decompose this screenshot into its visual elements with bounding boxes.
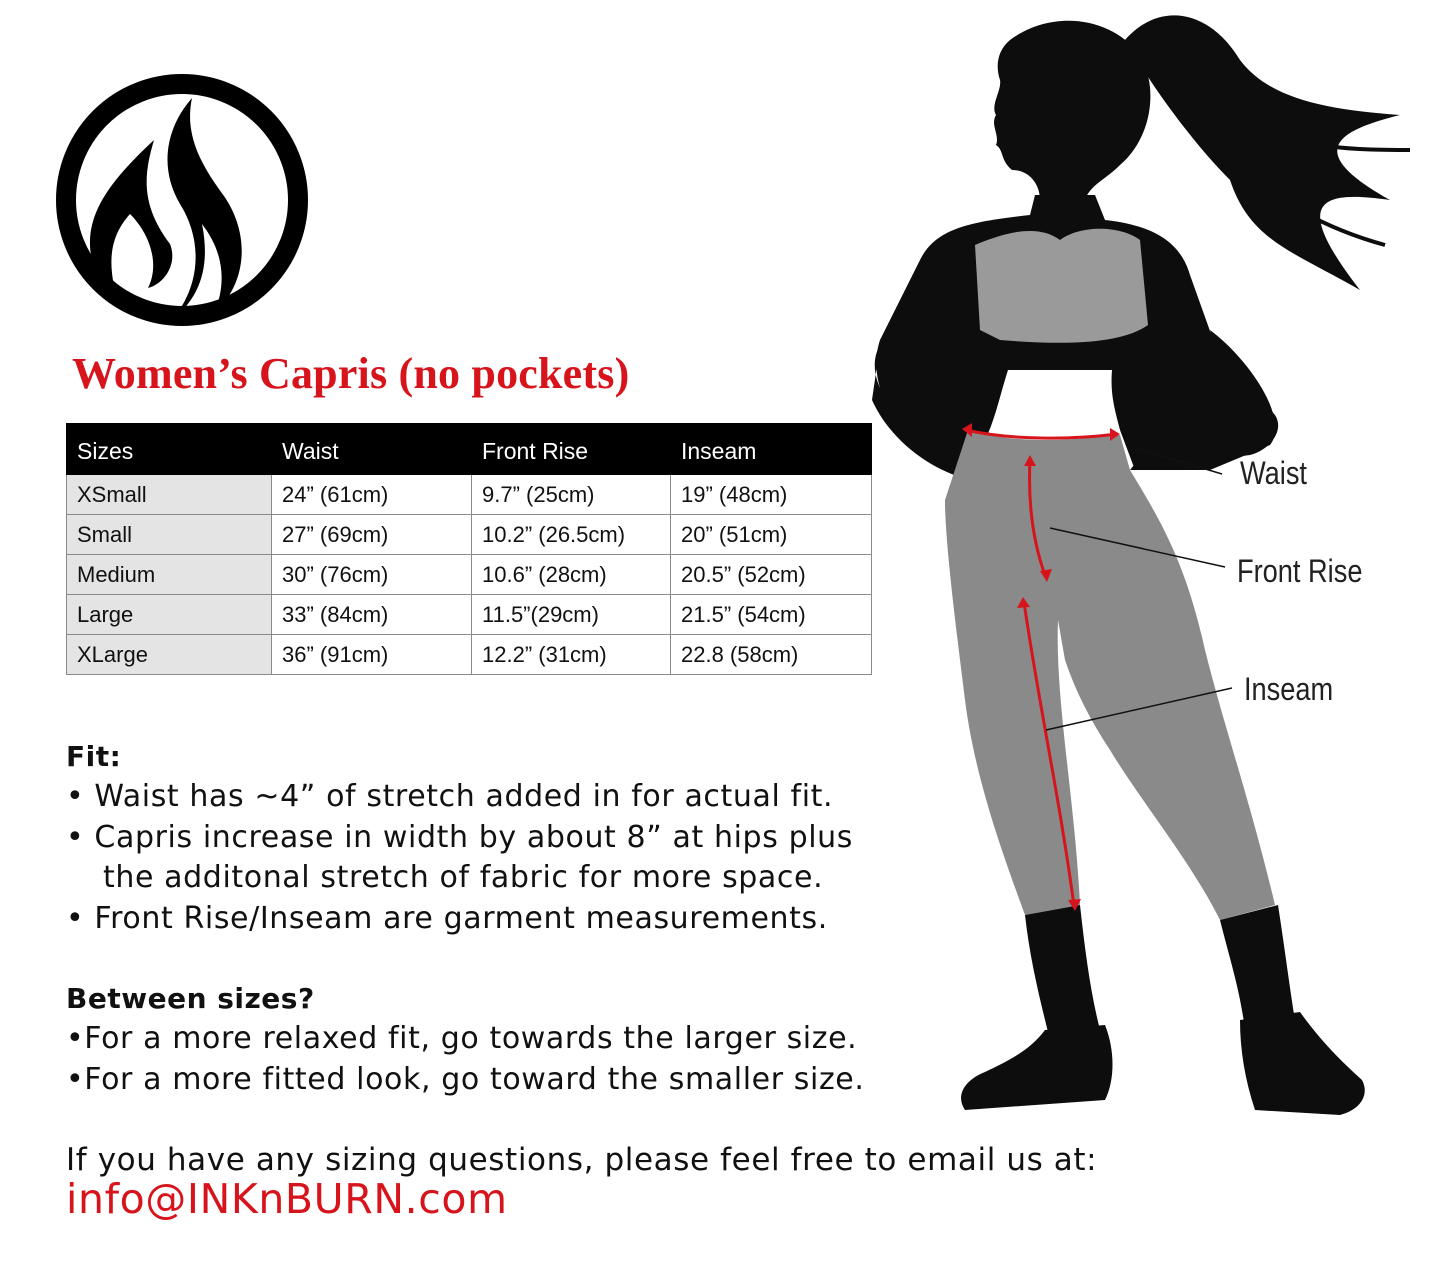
between-sizes-bullet: •For a more relaxed fit, go towards the larger size. — [66, 1021, 858, 1056]
contact-email-link[interactable]: info@INKnBURN.com — [66, 1175, 508, 1223]
fit-bullet: • Waist has ~4” of stretch added in for actual fit. — [66, 779, 834, 814]
front-rise-cell: 12.2” (31cm) — [472, 635, 671, 675]
front-rise-cell: 10.2” (26.5cm) — [472, 515, 671, 555]
column-header-waist: Waist — [272, 424, 472, 475]
column-header-sizes: Sizes — [67, 424, 272, 475]
callout-inseam: Inseam — [1244, 671, 1334, 707]
fit-section — [66, 740, 853, 939]
page-title: Women’s Capris (no pockets) — [72, 349, 630, 398]
table-row — [67, 635, 872, 675]
flame-circle-logo-icon — [52, 74, 312, 326]
between-sizes-section — [66, 982, 865, 1100]
fit-heading: Fit: — [66, 740, 122, 773]
table-header-row — [67, 424, 872, 475]
inseam-cell: 19” (48cm) — [671, 475, 872, 515]
inseam-cell: 22.8 (58cm) — [671, 635, 872, 675]
inseam-cell: 20.5” (52cm) — [671, 555, 872, 595]
waist-cell: 27” (69cm) — [272, 515, 472, 555]
size-cell: Medium — [67, 555, 272, 595]
front-rise-cell: 10.6” (28cm) — [472, 555, 671, 595]
front-rise-cell: 9.7” (25cm) — [472, 475, 671, 515]
waist-cell: 36” (91cm) — [272, 635, 472, 675]
size-chart-table — [66, 423, 872, 675]
table-row — [67, 475, 872, 515]
waist-cell: 30” (76cm) — [272, 555, 472, 595]
column-header-inseam: Inseam — [671, 424, 872, 475]
table-row — [67, 555, 872, 595]
inseam-cell: 20” (51cm) — [671, 515, 872, 555]
front-rise-cell: 11.5”(29cm) — [472, 595, 671, 635]
size-cell: XLarge — [67, 635, 272, 675]
callout-front-rise: Front Rise — [1237, 553, 1363, 589]
callout-waist: Waist — [1240, 455, 1307, 491]
waist-cell: 24” (61cm) — [272, 475, 472, 515]
table-row — [67, 515, 872, 555]
size-cell: XSmall — [67, 475, 272, 515]
contact-text: If you have any sizing questions, please feel free to email us at: — [66, 1142, 1098, 1178]
fit-bullet-continuation: the additonal stretch of fabric for more space. — [103, 860, 824, 895]
fit-bullet: • Front Rise/Inseam are garment measurements. — [66, 900, 828, 936]
column-header-front-rise: Front Rise — [472, 424, 671, 475]
size-cell: Large — [67, 595, 272, 635]
waist-cell: 33” (84cm) — [272, 595, 472, 635]
inseam-cell: 21.5” (54cm) — [671, 595, 872, 635]
table-row — [67, 595, 872, 635]
between-sizes-bullet: •For a more fitted look, go toward the smaller size. — [66, 1061, 865, 1097]
fit-bullet: • Capris increase in width by about 8” at hips plus — [66, 819, 853, 855]
size-cell: Small — [67, 515, 272, 555]
between-sizes-heading: Between sizes? — [66, 982, 315, 1015]
